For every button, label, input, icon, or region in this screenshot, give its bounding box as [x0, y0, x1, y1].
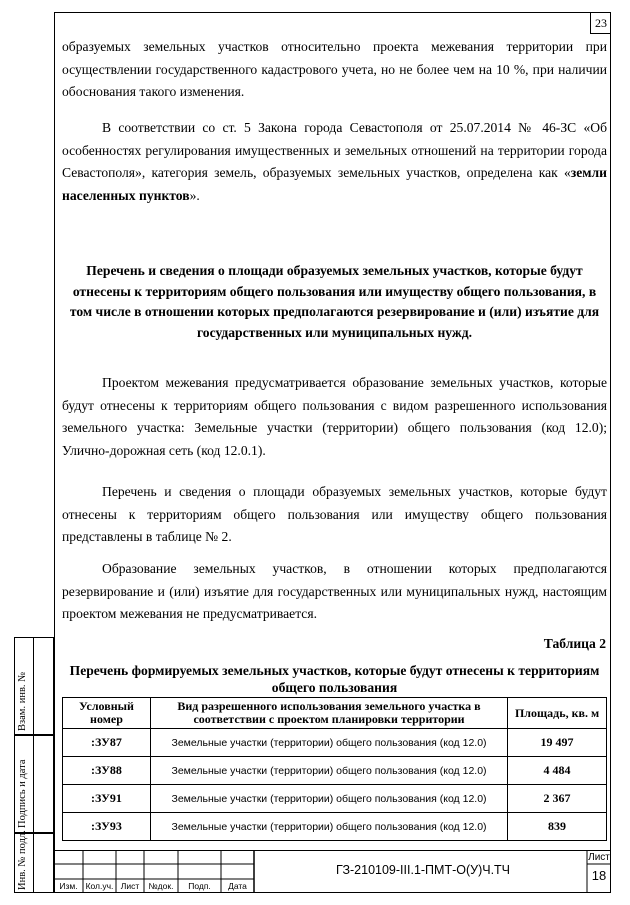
page-number: 23 [590, 12, 611, 34]
parcel-id: :ЗУ87 [63, 729, 151, 757]
section-heading: Перечень и сведения о площади образуемых земельных участков, которые будут отнесены к территориям общего пользования или имуществу общего пользования, в том числе в отношении которых предполагаются резервирование и (или) изъятие для государственных или муниципальных нужд. [69, 263, 600, 340]
paragraph-5: Образование земельных участков, в отношении которых предполагаются резервирование и (или) изъятие для государственных или муниципальных нужд, настоящим проектом межевания не предусматривается. [62, 561, 607, 621]
parcel-area: 4 484 [508, 757, 607, 785]
header-area: Площадь, кв. м [508, 698, 607, 729]
document-code: ГЗ-210109-III.1-ПМТ-О(У)Ч.ТЧ [335, 863, 511, 877]
parcel-area: 839 [508, 813, 607, 841]
paragraph-1: образуемых земельных участков относительно проекта межевания территории при осуществлении государственного кадастрового учета, но не более чем на 10 %, при наличии обоснования такого изменения. [62, 39, 607, 99]
sheet-label: Лист [588, 852, 610, 863]
side-label-signature: Подпись и дата [17, 759, 28, 828]
parcel-use: Земельные участки (территории) общего пользования (код 12.0) [150, 785, 507, 813]
parcel-id: :ЗУ93 [63, 813, 151, 841]
parcel-use: Земельные участки (территории) общего пользования (код 12.0) [150, 813, 507, 841]
tb-label-izm: Изм. [59, 881, 78, 891]
parcel-id: :ЗУ88 [63, 757, 151, 785]
paragraph-2-bold: земли населенных пунктов [62, 165, 607, 203]
tb-label-podp: Подп. [188, 881, 211, 891]
parcel-id: :ЗУ91 [63, 785, 151, 813]
header-conditional-number: Условный номер [63, 698, 151, 729]
tb-label-data: Дата [228, 881, 247, 891]
parcel-use: Земельные участки (территории) общего пользования (код 12.0) [150, 757, 507, 785]
parcel-area: 19 497 [508, 729, 607, 757]
header-permitted-use: Вид разрешенного использования земельного участка в соответствии с проектом планировки территории [150, 698, 507, 729]
side-label-inv: Инв. № подл. [17, 830, 28, 890]
parcel-area: 2 367 [508, 785, 607, 813]
sheet-number: 18 [591, 868, 607, 883]
tb-label-koluch: Кол.уч. [85, 881, 114, 891]
parcel-use: Земельные участки (территории) общего пользования (код 12.0) [150, 729, 507, 757]
tb-label-list: Лист [120, 881, 140, 891]
paragraph-3: Проектом межевания предусматривается образование земельных участков, которые будут отнесены к территориям общего пользования с видом разрешенного использования земельного участка: Земельные участки (территории) общего пользования (код 12.0); Улично-дорожная сеть (код 12.0.1). [62, 375, 607, 458]
table-title: Перечень формируемых земельных участков, которые будут отнесены к территориям общего пользования [69, 663, 600, 695]
paragraph-4: Перечень и сведения о площади образуемых земельных участков, которые будут отнесены к территориям общего пользования или имуществу общего пользования представлены в таблице № 2. [62, 484, 607, 544]
paragraph-2-start: В соответствии со ст. 5 Закона города Севастополя от 25.07.2014 № 46-ЗС «Об особенностях регулирования имущественных и земельных отношений на территории города Севастополя», категория земель, образуемых земельных участков, определена как « [62, 120, 607, 180]
side-label-vzam: Взам. инв. № [17, 671, 28, 731]
tb-label-ndok: №док. [148, 881, 174, 891]
table-number: Таблица 2 [543, 636, 606, 651]
paragraph-2-end: ». [189, 187, 200, 203]
